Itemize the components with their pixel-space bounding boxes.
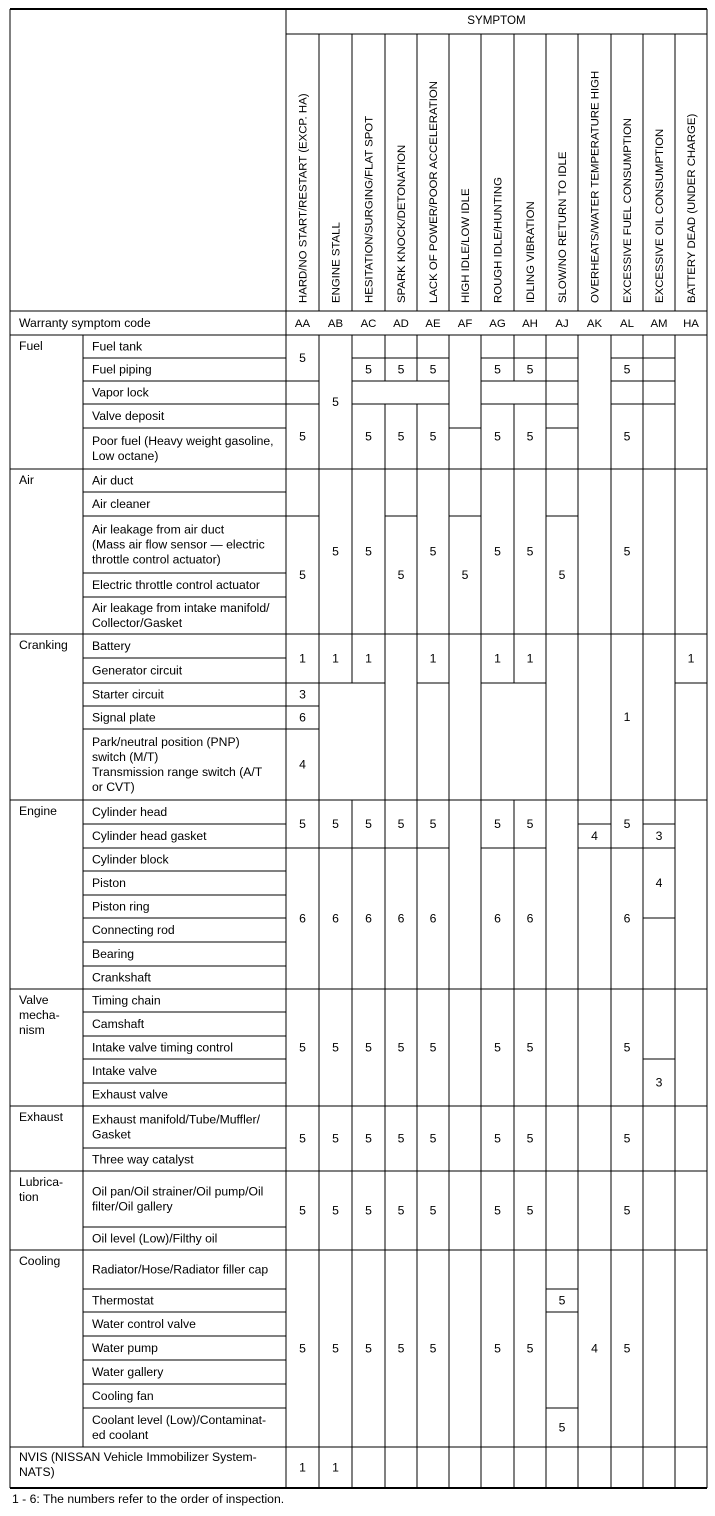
nvis-label: NATS) — [19, 1465, 55, 1479]
inspection-order-value: 5 — [526, 817, 534, 831]
inspection-order-value: 5 — [365, 429, 372, 444]
inspection-order-value: 5 — [397, 817, 405, 831]
inspection-order-value: 6 — [494, 911, 501, 926]
category-label: Cranking — [19, 638, 68, 652]
inspection-order-value: 5 — [494, 1131, 501, 1146]
item-label: Oil pan/Oil strainer/Oil pump/Oil — [92, 1184, 264, 1199]
inspection-order-value: 5 — [526, 429, 534, 444]
inspection-order-value: 1 — [365, 651, 372, 666]
inspection-order-value: 4 — [299, 757, 306, 772]
inspection-order-value: 5 — [461, 568, 469, 582]
inspection-order-value: 5 — [397, 1203, 405, 1218]
category-label: mecha- — [19, 1008, 60, 1022]
inspection-order-value: 5 — [332, 1131, 339, 1146]
item-label: Cylinder block — [92, 852, 169, 867]
inspection-order-value: 5 — [397, 429, 405, 444]
inspection-order-value: 3 — [655, 829, 663, 843]
symptom-code: AE — [425, 318, 441, 330]
item-label: Crankshaft — [92, 970, 151, 985]
symptom-code: AM — [650, 318, 668, 330]
item-label: switch (M/T) — [92, 750, 159, 764]
inspection-order-value: 5 — [494, 817, 501, 831]
inspection-order-value: 5 — [526, 1203, 534, 1218]
inspection-order-value: 1 — [526, 651, 534, 666]
item-label: Fuel piping — [92, 362, 152, 377]
inspection-order-value: 5 — [429, 1040, 437, 1055]
inspection-order-value: 1 — [332, 1460, 339, 1475]
inspection-order-value: 5 — [429, 429, 437, 444]
item-label: Valve deposit — [92, 409, 165, 423]
inspection-order-value: 6 — [299, 710, 306, 725]
inspection-order-value: 5 — [429, 1131, 437, 1146]
inspection-order-value: 5 — [332, 1040, 339, 1055]
inspection-order-value: 5 — [494, 1040, 501, 1055]
inspection-order-value: 5 — [365, 1040, 372, 1055]
item-label: Intake valve timing control — [92, 1040, 233, 1055]
inspection-order-value: 5 — [623, 1203, 631, 1218]
inspection-order-value: 5 — [299, 1040, 306, 1055]
symptom-code: AF — [457, 318, 473, 330]
inspection-order-value: 4 — [655, 876, 663, 890]
item-label: Park/neutral position (PNP) — [92, 735, 240, 749]
item-label: Piston ring — [92, 899, 150, 914]
item-label: Exhaust valve — [92, 1087, 168, 1102]
inspection-order-value: 5 — [332, 395, 339, 409]
inspection-order-value: 5 — [623, 362, 631, 377]
inspection-order-value: 5 — [365, 544, 372, 559]
item-label: or CVT) — [92, 780, 135, 794]
item-label: Oil level (Low)/Filthy oil — [92, 1231, 218, 1246]
category-label: Cooling — [19, 1254, 61, 1268]
item-label: Low octane) — [92, 449, 159, 463]
symptom-name: BATTERY DEAD (UNDER CHARGE) — [686, 113, 698, 303]
symptom-name: HESITATION/SURGING/FLAT SPOT — [363, 115, 376, 303]
inspection-order-value: 5 — [397, 1131, 405, 1146]
symptom-code: AC — [360, 318, 377, 330]
inspection-order-value: 1 — [623, 710, 631, 724]
inspection-order-value: 5 — [429, 817, 437, 831]
inspection-order-value: 5 — [299, 817, 306, 831]
inspection-order-value: 5 — [494, 544, 501, 559]
symptom-code: AH — [522, 318, 538, 330]
inspection-order-value: 5 — [558, 568, 566, 582]
item-label: Fuel tank — [92, 339, 143, 354]
category-label: tion — [19, 1190, 39, 1204]
item-label: Three way catalyst — [92, 1152, 194, 1167]
inspection-order-value: 5 — [332, 817, 339, 831]
symptom-name: EXCESSIVE OIL CONSUMPTION — [654, 128, 666, 303]
item-label: Generator circuit — [92, 663, 183, 678]
item-label: Battery — [92, 639, 131, 653]
inspection-order-value: 5 — [397, 1341, 405, 1356]
item-label: Electric throttle control actuator — [92, 578, 260, 592]
inspection-order-value: 5 — [299, 351, 306, 365]
inspection-order-value: 5 — [429, 1341, 437, 1356]
inspection-order-value: 5 — [494, 1203, 501, 1218]
inspection-order-value: 5 — [623, 1040, 631, 1055]
item-label: Air leakage from intake manifold/ — [92, 601, 270, 615]
symptom-header: SYMPTOM — [467, 14, 526, 27]
inspection-order-value: 5 — [397, 568, 405, 582]
inspection-order-value: 6 — [526, 911, 534, 926]
item-label: Coolant level (Low)/Contaminat- — [92, 1413, 267, 1427]
inspection-order-value: 5 — [299, 1131, 306, 1146]
item-label: Signal plate — [92, 710, 156, 725]
inspection-order-value: 5 — [397, 1040, 405, 1055]
table-text — [12, 14, 699, 1506]
inspection-order-value: 6 — [299, 911, 306, 926]
item-label: Cylinder head gasket — [92, 829, 207, 843]
symptom-name: HIGH IDLE/LOW IDLE — [460, 188, 472, 303]
item-label: Air leakage from air duct — [92, 522, 225, 537]
inspection-order-value: 6 — [397, 911, 405, 926]
item-label: Connecting rod — [92, 923, 175, 937]
inspection-order-value: 5 — [494, 429, 501, 444]
inspection-order-value: 6 — [332, 911, 339, 926]
inspection-order-value: 6 — [429, 911, 437, 926]
item-label: filter/Oil gallery — [92, 1199, 173, 1214]
inspection-order-value: 6 — [623, 911, 631, 926]
inspection-order-value: 5 — [623, 817, 631, 831]
item-label: Water control valve — [92, 1317, 196, 1331]
category-label: nism — [19, 1023, 45, 1037]
inspection-order-value: 3 — [655, 1075, 663, 1090]
item-label: Timing chain — [92, 993, 161, 1008]
symptom-code: AB — [327, 318, 344, 330]
category-label: Lubrica- — [19, 1175, 64, 1189]
inspection-order-value: 5 — [494, 1341, 501, 1356]
item-label: Water gallery — [92, 1365, 164, 1379]
symptom-code: AA — [294, 318, 311, 330]
item-label: Air duct — [92, 473, 134, 488]
item-label: Radiator/Hose/Radiator filler cap — [92, 1262, 269, 1277]
item-label: Bearing — [92, 947, 135, 961]
inspection-order-value: 5 — [526, 1341, 534, 1356]
inspection-order-value: 4 — [591, 829, 598, 843]
inspection-order-value: 1 — [299, 651, 306, 666]
inspection-order-value: 5 — [623, 429, 631, 444]
item-label: Poor fuel (Heavy weight gasoline, — [92, 434, 274, 448]
inspection-order-value: 5 — [365, 1203, 372, 1218]
symptom-name: LACK OF POWER/POOR ACCELERATION — [428, 81, 440, 303]
item-label: throttle control actuator) — [92, 552, 221, 567]
item-label: Thermostat — [92, 1293, 154, 1308]
inspection-order-value: 5 — [332, 544, 339, 559]
symptom-name: OVERHEATS/WATER TEMPERATURE HIGH — [589, 70, 602, 303]
inspection-order-value: 1 — [687, 651, 695, 666]
inspection-order-value: 5 — [299, 1341, 306, 1356]
item-label: Cylinder head — [92, 805, 168, 819]
footnote: 1 - 6: The numbers refer to the order of inspection. — [12, 1492, 285, 1506]
inspection-order-value: 5 — [332, 1203, 339, 1218]
item-label: Vapor lock — [92, 385, 149, 400]
inspection-order-value: 1 — [299, 1460, 306, 1475]
symptom-code: AG — [489, 318, 506, 330]
inspection-order-value: 1 — [429, 651, 437, 666]
inspection-order-value: 5 — [558, 1293, 566, 1308]
category-label: Fuel — [19, 339, 43, 353]
inspection-order-value: 5 — [332, 1341, 339, 1356]
item-label: Transmission range switch (A/T — [92, 765, 263, 779]
inspection-order-value: 5 — [365, 817, 372, 831]
inspection-order-value: 5 — [397, 362, 405, 377]
category-label: Air — [19, 473, 34, 487]
inspection-order-value: 5 — [429, 362, 437, 377]
symptom-code: HA — [683, 318, 699, 330]
symptom-name: ENGINE STALL — [330, 222, 343, 303]
symptom-code: AJ — [555, 318, 569, 330]
inspection-order-value: 5 — [429, 1203, 437, 1218]
inspection-order-value: 5 — [494, 362, 501, 377]
inspection-order-value: 5 — [526, 544, 534, 559]
inspection-order-value: 5 — [299, 568, 306, 582]
category-label: Valve — [19, 993, 49, 1007]
inspection-order-value: 5 — [558, 1420, 566, 1435]
item-label: (Mass air flow sensor — electric — [92, 537, 265, 552]
item-label: Exhaust manifold/Tube/Muffler/ — [92, 1112, 260, 1127]
symptom-name: SLOW/NO RETURN TO IDLE — [557, 151, 569, 303]
symptom-name: IDLING VIBRATION — [525, 201, 537, 303]
item-label: Intake valve — [92, 1064, 158, 1078]
item-label: Starter circuit — [92, 687, 164, 702]
item-label: Camshaft — [92, 1017, 145, 1031]
item-label: Cooling fan — [92, 1389, 154, 1403]
inspection-order-value: 6 — [365, 911, 372, 926]
inspection-order-value: 3 — [299, 687, 306, 702]
symptom-code: AD — [393, 318, 409, 330]
item-label: Piston — [92, 876, 126, 890]
item-label: Gasket — [92, 1127, 131, 1142]
symptom-code: AK — [586, 318, 603, 330]
inspection-order-value: 1 — [494, 651, 501, 666]
inspection-order-value: 5 — [299, 429, 306, 444]
inspection-order-value: 5 — [526, 1131, 534, 1146]
symptom-name: ROUGH IDLE/HUNTING — [492, 177, 505, 303]
inspection-order-value: 5 — [526, 362, 534, 377]
warranty-label: Warranty symptom code — [19, 316, 151, 330]
symptom-name: EXCESSIVE FUEL CONSUMPTION — [622, 117, 634, 303]
item-label: Water pump — [92, 1341, 158, 1355]
item-label: Collector/Gasket — [92, 616, 183, 630]
inspection-order-value: 5 — [526, 1040, 534, 1055]
symptom-code: AL — [620, 318, 634, 330]
inspection-order-value: 5 — [299, 1203, 306, 1218]
nvis-label: NVIS (NISSAN Vehicle Immobilizer System- — [19, 1450, 257, 1464]
item-label: Air cleaner — [92, 497, 151, 511]
symptom-name: HARD/NO START/RESTART (EXCP. HA) — [297, 93, 310, 303]
item-label: ed coolant — [92, 1428, 149, 1442]
inspection-order-value: 5 — [365, 1131, 372, 1146]
inspection-order-value: 5 — [365, 1341, 372, 1356]
category-label: Exhaust — [19, 1110, 64, 1124]
symptom-name: SPARK KNOCK/DETONATION — [396, 144, 408, 303]
inspection-order-value: 5 — [365, 362, 372, 377]
inspection-order-value: 1 — [332, 651, 339, 666]
inspection-order-value: 5 — [623, 1131, 631, 1146]
inspection-order-value: 5 — [429, 544, 437, 559]
inspection-order-value: 5 — [623, 1341, 631, 1356]
inspection-order-value: 5 — [623, 544, 631, 559]
category-label: Engine — [19, 804, 57, 818]
inspection-order-value: 4 — [591, 1341, 598, 1356]
